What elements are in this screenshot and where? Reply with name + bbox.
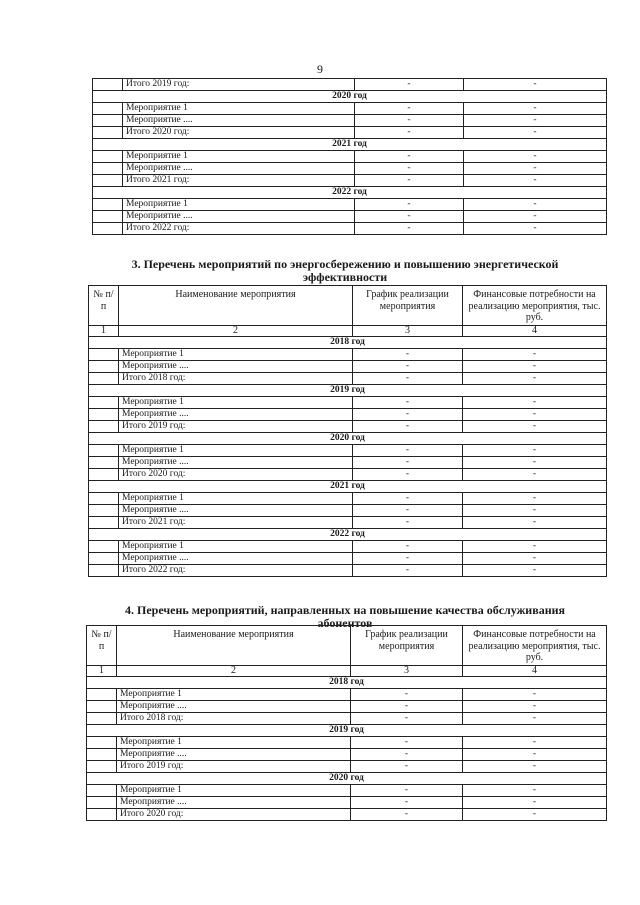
finance-cell: - [463,553,607,565]
schedule-cell: - [353,445,463,457]
schedule-cell: - [353,541,463,553]
schedule-cell: - [353,553,463,565]
total-label: Итого 2019 год: [123,79,355,91]
total-row [87,713,607,725]
section3-colnum-row [89,326,607,337]
finance-cell: - [464,163,607,175]
finance-cell: - [463,493,607,505]
activity-name: Мероприятие .... [119,553,353,565]
finance-cell: - [463,517,607,529]
total-row [93,175,607,187]
year-row [93,139,607,151]
table-row [89,457,607,469]
colnum-4: 4 [463,666,607,677]
total-label: Итого 2022 год: [119,565,353,577]
total-label: Итого 2020 год: [117,809,351,821]
schedule-cell: - [351,689,463,701]
total-label: Итого 2020 год: [123,127,355,139]
finance-cell: - [463,737,607,749]
year-row [87,677,607,689]
activity-name: Мероприятие 1 [123,103,355,115]
finance-cell: - [464,199,607,211]
year-label: 2021 год [93,139,607,151]
table-row [89,397,607,409]
schedule-cell: - [351,701,463,713]
year-label: 2022 год [93,187,607,199]
header-num: № п/п [87,626,117,666]
finance-cell: - [464,79,607,91]
table-row [89,361,607,373]
row-number-cell [89,565,119,577]
schedule-cell: - [355,211,464,223]
section3-title-line2: эффективности [302,270,388,284]
year-label: 2019 год [89,385,607,397]
header-finance: Финансовые потребности на реализацию мероприятия, тыс. руб. [463,626,607,666]
total-row [89,373,607,385]
schedule-cell: - [351,809,463,821]
schedule-cell: - [355,115,464,127]
schedule-cell: - [353,349,463,361]
row-number-cell [93,223,123,235]
section3-title [80,258,610,284]
colnum-2: 2 [117,666,351,677]
finance-cell: - [463,749,607,761]
table-row [87,785,607,797]
finance-cell: - [463,689,607,701]
year-label: 2018 год [89,337,607,349]
total-row [89,517,607,529]
year-row [93,91,607,103]
finance-cell: - [463,457,607,469]
activity-name: Мероприятие 1 [117,737,351,749]
activity-name: Мероприятие 1 [119,541,353,553]
total-label: Итого 2020 год: [119,469,353,481]
schedule-cell: - [353,505,463,517]
section3-table [88,285,607,577]
total-row [89,421,607,433]
year-label: 2021 год [89,481,607,493]
year-row [89,337,607,349]
section4-title-line2: абонентов [317,616,373,630]
schedule-cell: - [355,223,464,235]
finance-cell: - [463,785,607,797]
section4-colnum-row [87,666,607,677]
schedule-cell: - [351,749,463,761]
schedule-cell: - [351,797,463,809]
activity-name: Мероприятие 1 [117,689,351,701]
total-row [89,565,607,577]
table-row [87,749,607,761]
row-number-cell [93,115,123,127]
finance-cell: - [464,115,607,127]
table-row [89,349,607,361]
total-label: Итого 2018 год: [119,373,353,385]
row-number-cell [87,749,117,761]
activity-name: Мероприятие 1 [119,493,353,505]
finance-cell: - [463,373,607,385]
table-row [87,701,607,713]
finance-cell: - [463,361,607,373]
year-label: 2022 год [89,529,607,541]
year-label: 2020 год [89,433,607,445]
activity-name: Мероприятие 1 [119,349,353,361]
year-row [89,433,607,445]
year-row [93,187,607,199]
total-row [87,809,607,821]
finance-cell: - [464,127,607,139]
total-row [93,79,607,91]
schedule-cell: - [353,397,463,409]
schedule-cell: - [353,409,463,421]
header-name: Наименование мероприятия [117,626,351,666]
row-number-cell [93,151,123,163]
row-number-cell [87,737,117,749]
row-number-cell [93,127,123,139]
activity-name: Мероприятие .... [123,211,355,223]
row-number-cell [89,373,119,385]
table-row [89,445,607,457]
activity-name: Мероприятие .... [117,749,351,761]
schedule-cell: - [355,199,464,211]
table-row [89,505,607,517]
row-number-cell [87,809,117,821]
total-row [89,469,607,481]
finance-cell: - [463,809,607,821]
row-number-cell [87,797,117,809]
section4-title-line1: 4. Перечень мероприятий, направленных на повышение качества обслуживания [124,603,566,617]
finance-cell: - [463,409,607,421]
total-label: Итого 2019 год: [119,421,353,433]
activity-name: Мероприятие .... [117,797,351,809]
colnum-3: 3 [353,326,463,337]
finance-cell: - [463,397,607,409]
colnum-4: 4 [463,326,607,337]
table-row [89,409,607,421]
activity-name: Мероприятие .... [119,505,353,517]
finance-cell: - [463,349,607,361]
schedule-cell: - [353,421,463,433]
colnum-1: 1 [87,666,117,677]
finance-cell: - [464,223,607,235]
table-row [93,211,607,223]
header-schedule: График реализации мероприятия [353,286,463,326]
year-row [87,773,607,785]
activity-name: Мероприятие .... [123,115,355,127]
row-number-cell [87,689,117,701]
row-number-cell [93,103,123,115]
total-row [93,127,607,139]
row-number-cell [89,469,119,481]
finance-cell: - [464,211,607,223]
year-label: 2020 год [93,91,607,103]
section3-header-row [89,286,607,326]
table-row [89,493,607,505]
schedule-cell: - [351,713,463,725]
table-row [93,199,607,211]
finance-cell: - [463,505,607,517]
table-row [87,737,607,749]
row-number-cell [93,211,123,223]
row-number-cell [93,175,123,187]
activity-name: Мероприятие .... [117,701,351,713]
schedule-cell: - [353,565,463,577]
table-row [89,553,607,565]
schedule-cell: - [355,163,464,175]
row-number-cell [89,517,119,529]
year-row [89,529,607,541]
total-row [87,761,607,773]
row-number-cell [89,421,119,433]
schedule-cell: - [351,761,463,773]
activity-name: Мероприятие 1 [123,199,355,211]
header-schedule: График реализации мероприятия [351,626,463,666]
finance-cell: - [464,175,607,187]
year-label: 2019 год [87,725,607,737]
row-number-cell [87,785,117,797]
row-number-cell [89,493,119,505]
finance-cell: - [463,541,607,553]
finance-cell: - [464,151,607,163]
activity-name: Мероприятие .... [119,361,353,373]
header-name: Наименование мероприятия [119,286,353,326]
total-label: Итого 2022 год: [123,223,355,235]
schedule-cell: - [353,517,463,529]
total-label: Итого 2021 год: [123,175,355,187]
schedule-cell: - [353,469,463,481]
finance-cell: - [463,445,607,457]
row-number-cell [89,457,119,469]
row-number-cell [87,713,117,725]
table-row [93,103,607,115]
schedule-cell: - [353,493,463,505]
year-row [89,385,607,397]
schedule-cell: - [353,457,463,469]
page-number: 9 [317,62,323,76]
total-row [93,223,607,235]
finance-cell: - [463,565,607,577]
activity-name: Мероприятие .... [123,163,355,175]
section4-header-row [87,626,607,666]
year-label: 2018 год [87,677,607,689]
row-number-cell [93,79,123,91]
table-row [93,163,607,175]
row-number-cell [87,701,117,713]
row-number-cell [89,553,119,565]
year-row [89,481,607,493]
colnum-3: 3 [351,666,463,677]
schedule-cell: - [355,175,464,187]
row-number-cell [89,409,119,421]
table-row [87,689,607,701]
row-number-cell [93,199,123,211]
top-table [92,78,607,235]
total-label: Итого 2021 год: [119,517,353,529]
total-label: Итого 2019 год: [117,761,351,773]
table-row [93,115,607,127]
row-number-cell [89,445,119,457]
activity-name: Мероприятие 1 [119,397,353,409]
finance-cell: - [464,103,607,115]
table-row [93,151,607,163]
colnum-1: 1 [89,326,119,337]
row-number-cell [87,761,117,773]
schedule-cell: - [355,103,464,115]
finance-cell: - [463,761,607,773]
activity-name: Мероприятие .... [119,409,353,421]
section4-table [86,625,607,821]
schedule-cell: - [355,151,464,163]
year-label: 2020 год [87,773,607,785]
finance-cell: - [463,701,607,713]
finance-cell: - [463,797,607,809]
colnum-2: 2 [119,326,353,337]
schedule-cell: - [355,127,464,139]
activity-name: Мероприятие 1 [123,151,355,163]
schedule-cell: - [353,361,463,373]
row-number-cell [89,397,119,409]
row-number-cell [89,361,119,373]
row-number-cell [93,163,123,175]
finance-cell: - [463,469,607,481]
schedule-cell: - [351,737,463,749]
table-row [87,797,607,809]
table-row [89,541,607,553]
schedule-cell: - [355,79,464,91]
activity-name: Мероприятие 1 [119,445,353,457]
finance-cell: - [463,713,607,725]
schedule-cell: - [353,373,463,385]
total-label: Итого 2018 год: [117,713,351,725]
activity-name: Мероприятие .... [119,457,353,469]
header-num: № п/п [89,286,119,326]
row-number-cell [89,505,119,517]
schedule-cell: - [351,785,463,797]
row-number-cell [89,541,119,553]
year-row [87,725,607,737]
activity-name: Мероприятие 1 [117,785,351,797]
finance-cell: - [463,421,607,433]
header-finance: Финансовые потребности на реализацию мероприятия, тыс. руб. [463,286,607,326]
section3-title-line1: 3. Перечень мероприятий по энергосбережению и повышению энергетической [131,257,559,271]
row-number-cell [89,349,119,361]
